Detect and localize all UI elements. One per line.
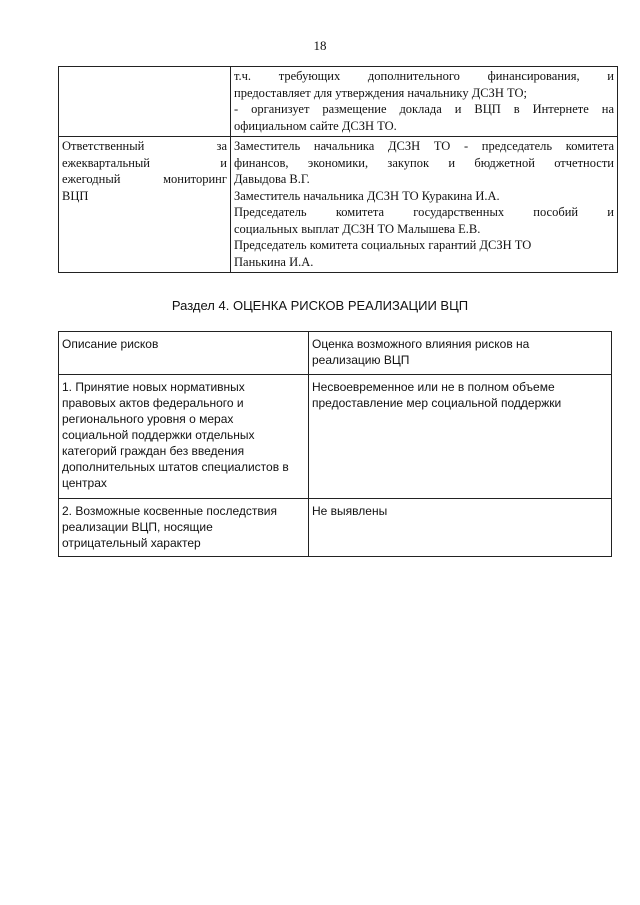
text-line: центрах: [62, 476, 107, 490]
header-description: [59, 332, 309, 375]
text-line: Председатель комитета государственных пособий и: [234, 205, 614, 219]
text-line: Несвоевременное или не в полном объеме: [312, 380, 555, 394]
header-text: Оценка возможного влияния рисков на: [312, 337, 530, 351]
text-line: официальном сайте ДСЗН ТО.: [234, 118, 397, 133]
text-line: категорий граждан без введения: [62, 444, 245, 458]
risk-description: [59, 499, 309, 557]
text-line: 1. Принятие новых нормативных: [62, 380, 245, 394]
text-line: ежегодный мониторинг: [62, 172, 227, 186]
risks-table: [58, 331, 612, 557]
text-line: т.ч. требующих дополнительного финансирования, и: [234, 69, 614, 83]
page-number: 18: [313, 38, 327, 53]
text-line: Заместитель начальника ДСЗН ТО - председатель комитета: [234, 139, 614, 153]
reporting-procedure-cell: [231, 67, 618, 137]
text-line: социальной поддержки отдельных: [62, 428, 255, 442]
header-impact: [309, 332, 612, 375]
text-line: Председатель комитета социальных гарантий ДСЗН ТО: [234, 238, 532, 252]
header-text: Описание рисков: [62, 337, 159, 351]
text-line: - организует размещение доклада и ВЦП в Интернете на: [234, 102, 614, 116]
table-row: [59, 67, 618, 137]
text-line: Давыдова В.Г.: [234, 172, 310, 186]
text-line: реализации ВЦП, носящие: [62, 520, 213, 534]
text-line: ежеквартальный и: [62, 155, 227, 170]
text-line: дополнительных штатов специалистов в: [62, 460, 289, 474]
header-text: реализацию ВЦП: [312, 353, 410, 367]
text-line: Панькина И.А.: [234, 254, 314, 269]
responsible-persons-cell: [231, 137, 618, 273]
table-row: [59, 137, 618, 273]
responsibility-table: [58, 66, 618, 273]
table-row: [59, 375, 612, 499]
risk-description: [59, 375, 309, 499]
table-row: [59, 499, 612, 557]
text-line: Не выявлены: [312, 504, 388, 518]
empty-cell: [59, 67, 231, 137]
text-line: Ответственный за: [62, 139, 227, 153]
risk-impact: [309, 499, 612, 557]
text-line: регионального уровня о мерах: [62, 412, 234, 426]
text-line: предоставляет для утверждения начальнику ДСЗН ТО;: [234, 85, 527, 100]
text-line: финансов, экономики, закупок и бюджетной отчетности: [234, 155, 614, 170]
text-line: социальных выплат ДСЗН ТО Малышева Е.В.: [234, 221, 481, 236]
text-line: правовых актов федерального и: [62, 396, 244, 410]
text-line: ВЦП: [62, 188, 89, 203]
table-header-row: [59, 332, 612, 375]
text-line: отрицательный характер: [62, 536, 201, 550]
risk-impact: [309, 375, 612, 499]
section-title: Раздел 4. ОЦЕНКА РИСКОВ РЕАЛИЗАЦИИ ВЦП: [171, 298, 469, 313]
text-line: предоставление мер социальной поддержки: [312, 396, 562, 410]
text-line: Заместитель начальника ДСЗН ТО Куракина И.А.: [234, 188, 500, 203]
text-line: 2. Возможные косвенные последствия: [62, 504, 277, 518]
monitoring-responsible-label: [59, 137, 231, 273]
